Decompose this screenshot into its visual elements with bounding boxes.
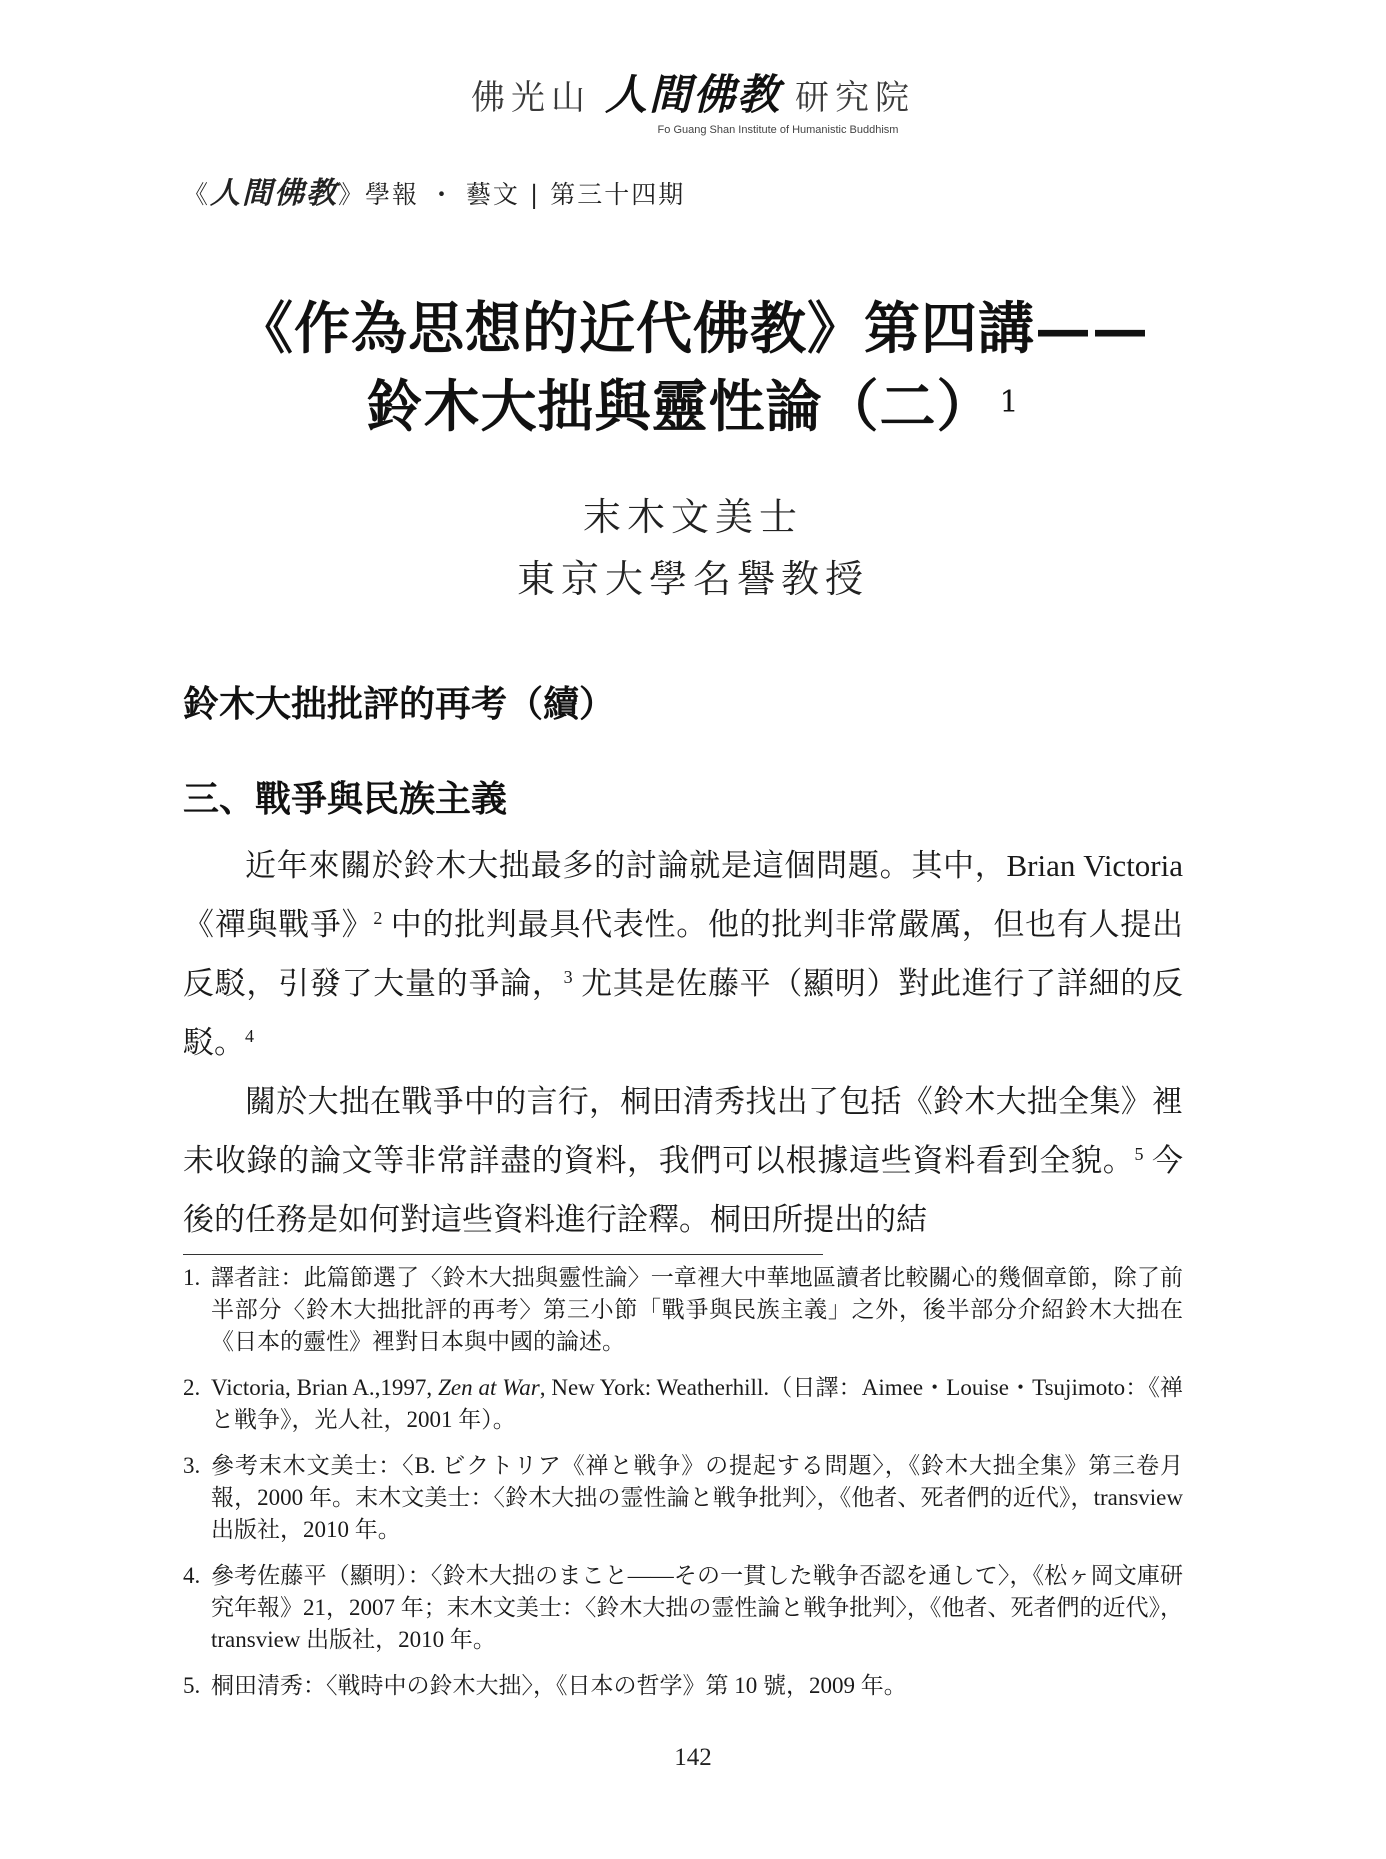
footnote-number: 4.: [183, 1563, 201, 1588]
section-heading: 鈴木大拙批評的再考（續）: [183, 683, 616, 725]
text-run: 參考佐藤平（顯明）：〈鈴木大拙のまこと——その一貫した戦争否認を通して〉，《松ヶ岡文庫研究年報》21，2007 年；末木文美士：〈鈴木大拙の霊性論と戦争批判〉，《他者、死者們的近代》，transview 出版社，2010 年。: [211, 1563, 1183, 1652]
institute-name-left: 佛光山: [470, 78, 591, 118]
running-header: [183, 168, 685, 212]
page-number: 142: [674, 1744, 712, 1771]
running-header-open: 《: [183, 180, 211, 209]
text-run: 中的批判最具代表性。他的批判非常嚴厲，但也有人提出反駁，引發了大量的爭論，: [183, 907, 1184, 1001]
body-paragraph-1: [183, 836, 1183, 1072]
body-paragraph-2: [183, 1072, 1183, 1249]
institute-header: [0, 62, 1386, 136]
text-run: 尤其是佐藤平（顯明）對此進行了詳細的反駁。: [183, 966, 1184, 1060]
institute-name-right: 研究院: [795, 78, 915, 118]
italic-title: Zen at War: [438, 1375, 540, 1400]
footnote-number: 5.: [183, 1673, 201, 1698]
footnote-item: [183, 1670, 1183, 1702]
title-line-2-text: 鈴木大拙與靈性論（二）: [366, 374, 994, 440]
subsection-heading: 三、戰爭與民族主義: [183, 778, 508, 820]
footnote-ref[interactable]: 2: [373, 908, 383, 928]
author-name: 末木文美士: [582, 495, 803, 539]
title-footnote-mark[interactable]: 1: [999, 385, 1020, 420]
title-line-1: 《作為思想的近代佛教》第四講——: [237, 296, 1149, 362]
body-text: [183, 836, 1183, 1249]
text-run: 桐田清秀：〈戦時中の鈴木大拙〉，《日本の哲学》第 10 號，2009 年。: [211, 1673, 907, 1698]
text-run: 參考末木文美士：〈B. ビクトリア《禅と戦争》の提起する問題〉，《鈴木大拙全集》第三卷月報，2000 年。末木文美士：〈鈴木大拙の霊性論と戦争批判〉，《他者、死者們的近代》，transview 出版社，2010 年。: [211, 1453, 1183, 1542]
footnote-number: 2.: [183, 1375, 201, 1400]
running-header-rest: 》學報 ・ 藝文 | 第三十四期: [338, 180, 686, 209]
text-run: 近年來關於鈴木大拙最多的討論就是這個問題。其中，Brian Victoria《禪與戰爭》: [183, 848, 1183, 942]
footnote-text: [211, 1372, 1183, 1436]
text-run: 譯者註：此篇節選了〈鈴木大拙與靈性論〉一章裡大中華地區讀者比較關心的幾個章節，除了前半部分〈鈴木大拙批評的再考〉第三小節「戰爭與民族主義」之外，後半部分介紹鈴木大拙在《日本的靈性》裡對日本與中國的論述。: [211, 1265, 1183, 1354]
text-run: 今後的任務是如何對這些資料進行詮釋。桐田所提出的結: [183, 1143, 1183, 1237]
author-block: [0, 486, 1386, 610]
footnotes: [183, 1262, 1183, 1716]
author-affiliation: 東京大學名譽教授: [516, 557, 869, 601]
footnote-text: [211, 1670, 1183, 1702]
institute-english-name: Fo Guang Shan Institute of Humanistic Buddhism: [657, 124, 899, 136]
institute-name: [471, 62, 915, 122]
footnote-item: [183, 1450, 1183, 1546]
footnote-item: [183, 1262, 1183, 1358]
title-line-2: [0, 368, 1386, 446]
footnote-ref[interactable]: 5: [1134, 1144, 1144, 1164]
footnote-number: 1.: [183, 1265, 201, 1290]
footnote-text: [211, 1262, 1183, 1358]
footnote-number: 3.: [183, 1453, 201, 1478]
article-title: [0, 290, 1386, 446]
footnote-text: [211, 1560, 1183, 1656]
institute-logo: 人間佛教: [604, 70, 781, 119]
text-run: , New York: Weatherhill.（日譯：Aimee・Louise・Tsujimoto：《禅と戦争》，光人社，2001 年）。: [211, 1375, 1184, 1432]
footnote-item: [183, 1560, 1183, 1656]
footnote-item: [183, 1372, 1183, 1436]
footnote-ref[interactable]: 3: [563, 967, 573, 987]
text-run: 關於大拙在戰爭中的言行，桐田清秀找出了包括《鈴木大拙全集》裡未收錄的論文等非常詳盡的資料，我們可以根據這些資料看到全貌。: [183, 1084, 1183, 1178]
text-run: Victoria, Brian A.,1997,: [211, 1375, 439, 1400]
footnote-ref[interactable]: 4: [245, 1026, 254, 1046]
footnote-text: [211, 1450, 1183, 1546]
footnote-divider: [183, 1254, 823, 1255]
journal-logo: 人間佛教: [210, 176, 339, 211]
